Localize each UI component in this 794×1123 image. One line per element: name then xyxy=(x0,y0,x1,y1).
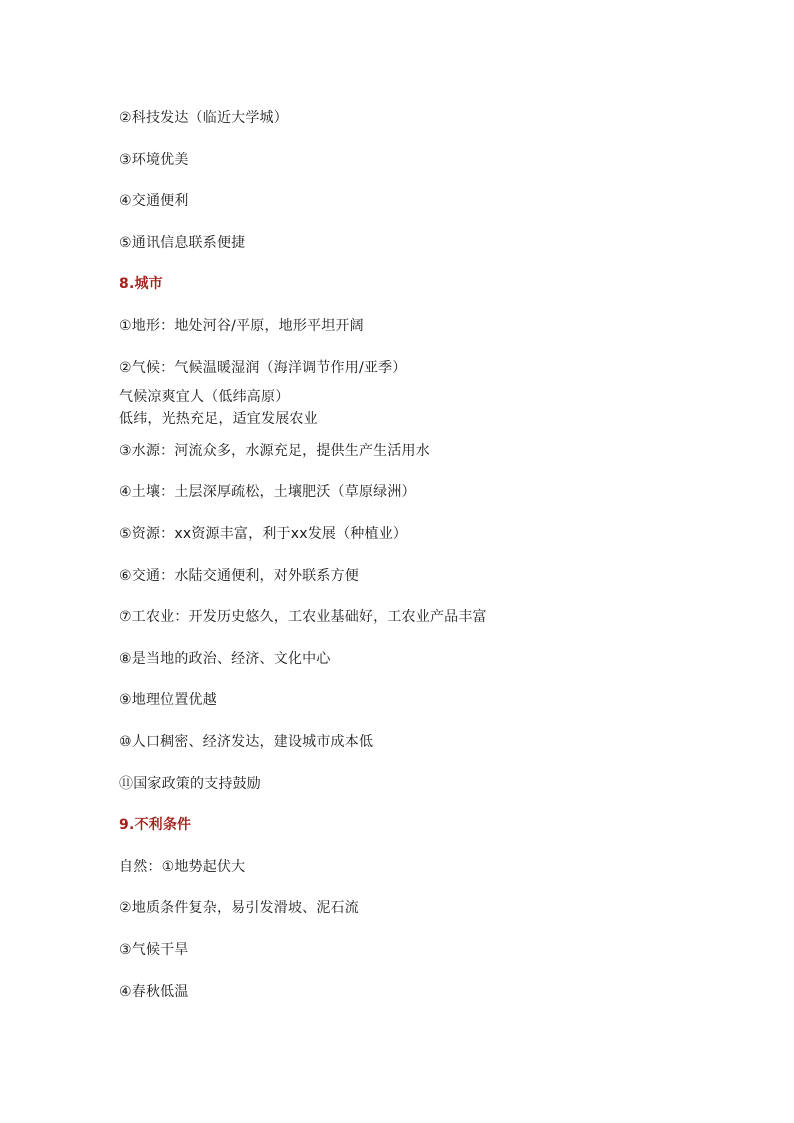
list-item: ⑦工农业：开发历史悠久，工农业基础好，工农业产品丰富 xyxy=(119,609,487,625)
list-item: ④春秋低温 xyxy=(119,984,189,1000)
section-heading-city: 8.城市 xyxy=(119,276,163,292)
list-item: 气候凉爽宜人（低纬高原） xyxy=(119,389,290,405)
list-item: ⑨地理位置优越 xyxy=(119,692,217,708)
text-line: ④交通便利 xyxy=(119,193,189,209)
list-item: ②气候：气候温暖湿润（海洋调节作用/亚季） xyxy=(119,360,407,376)
list-item: ⑧是当地的政治、经济、文化中心 xyxy=(119,651,331,667)
list-item: ⑪国家政策的支持鼓励 xyxy=(119,776,261,792)
list-item: ②地质条件复杂，易引发滑坡、泥石流 xyxy=(119,900,359,916)
list-item: ⑥交通：水陆交通便利，对外联系方便 xyxy=(119,568,359,584)
list-item: 自然：①地势起伏大 xyxy=(119,859,246,875)
section-heading-unfavorable: 9.不利条件 xyxy=(119,817,192,833)
list-item: ⑩人口稠密、经济发达，建设城市成本低 xyxy=(119,734,374,750)
list-item: ④土壤：土层深厚疏松，土壤肥沃（草原绿洲） xyxy=(119,484,416,500)
list-item: ③气候干旱 xyxy=(119,942,189,958)
list-item: 低纬，光热充足，适宜发展农业 xyxy=(119,411,318,427)
list-item: ⑤资源：xx资源丰富，利于xx发展（种植业） xyxy=(119,526,408,542)
text-line: ⑤通讯信息联系便捷 xyxy=(119,235,246,251)
text-line: ③环境优美 xyxy=(119,152,189,168)
list-item: ③水源：河流众多，水源充足，提供生产生活用水 xyxy=(119,443,430,459)
text-line: ②科技发达（临近大学城） xyxy=(119,110,288,126)
list-item: ①地形：地处河谷/平原，地形平坦开阔 xyxy=(119,318,364,334)
